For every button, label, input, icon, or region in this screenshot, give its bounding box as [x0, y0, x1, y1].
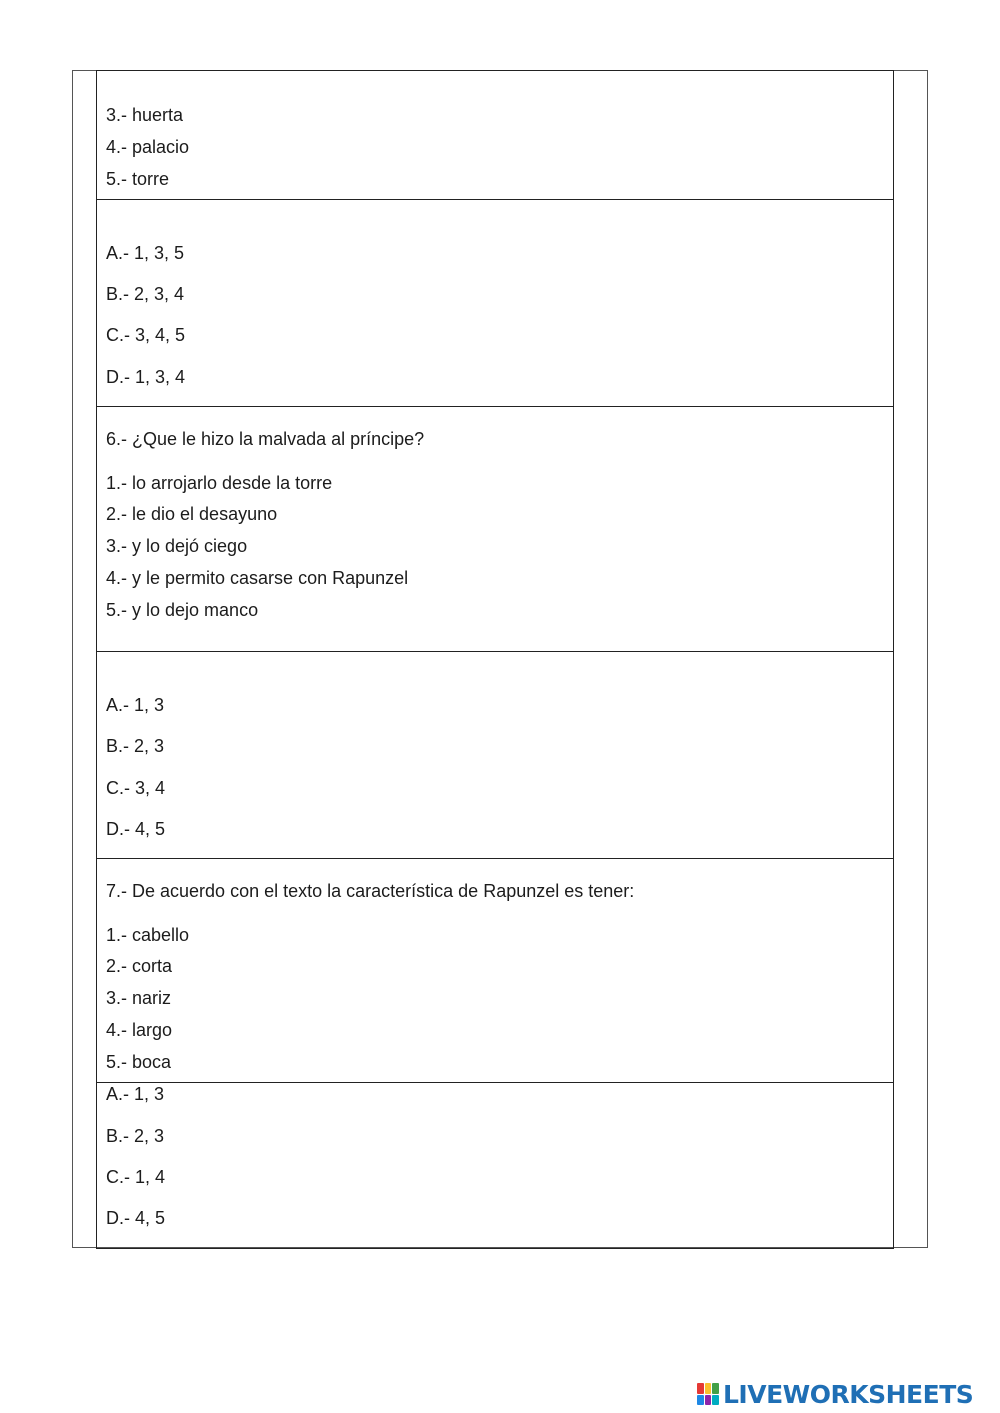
logo-square [712, 1395, 719, 1406]
list-item: 1.- lo arrojarlo desde la torre [106, 473, 333, 493]
liveworksheets-logo[interactable] [697, 1378, 973, 1410]
list-item: 3.- y lo dejó ciego [106, 536, 248, 556]
logo-square [697, 1395, 704, 1406]
list-item: 4.- largo [106, 1020, 173, 1040]
logo-square [705, 1383, 712, 1394]
liveworksheets-logo-icon [697, 1383, 719, 1405]
answer-option[interactable]: A.- 1, 3 [106, 1084, 165, 1104]
list-item: 1.- cabello [106, 925, 190, 945]
answer-option[interactable]: C.- 3, 4 [106, 778, 166, 798]
logo-square [712, 1383, 719, 1394]
list-item: 2.- corta [106, 956, 173, 976]
logo-square [705, 1395, 712, 1406]
list-item: 5.- boca [106, 1052, 172, 1072]
row-divider [96, 199, 894, 200]
answer-option[interactable]: D.- 4, 5 [106, 1208, 166, 1228]
brand-name: LIVEWORKSHEETS [723, 1379, 974, 1409]
list-item: 4.- y le permito casarse con Rapunzel [106, 568, 409, 588]
answer-option[interactable]: D.- 4, 5 [106, 819, 166, 839]
list-item: 3.- huerta [106, 105, 184, 125]
answer-option[interactable]: D.- 1, 3, 4 [106, 367, 186, 387]
list-item: 4.- palacio [106, 137, 190, 157]
logo-square [697, 1383, 704, 1394]
row-divider [96, 858, 894, 859]
answer-option[interactable]: A.- 1, 3, 5 [106, 243, 185, 263]
answer-option[interactable]: A.- 1, 3 [106, 695, 165, 715]
answer-option[interactable]: C.- 3, 4, 5 [106, 325, 186, 345]
answer-option[interactable]: B.- 2, 3 [106, 736, 165, 756]
list-item: 2.- le dio el desayuno [106, 504, 278, 524]
question-7-text: 7.- De acuerdo con el texto la característica de Rapunzel es tener: [106, 881, 635, 901]
list-item: 5.- torre [106, 169, 170, 189]
question-6-text: 6.- ¿Que le hizo la malvada al príncipe? [106, 429, 425, 449]
row-divider [96, 406, 894, 407]
list-item: 3.- nariz [106, 988, 172, 1008]
question-table [96, 70, 894, 1249]
row-divider [96, 651, 894, 652]
answer-option[interactable]: B.- 2, 3 [106, 1126, 165, 1146]
row-divider [96, 1082, 894, 1083]
list-item: 5.- y lo dejo manco [106, 600, 259, 620]
answer-option[interactable]: B.- 2, 3, 4 [106, 284, 185, 304]
answer-option[interactable]: C.- 1, 4 [106, 1167, 166, 1187]
